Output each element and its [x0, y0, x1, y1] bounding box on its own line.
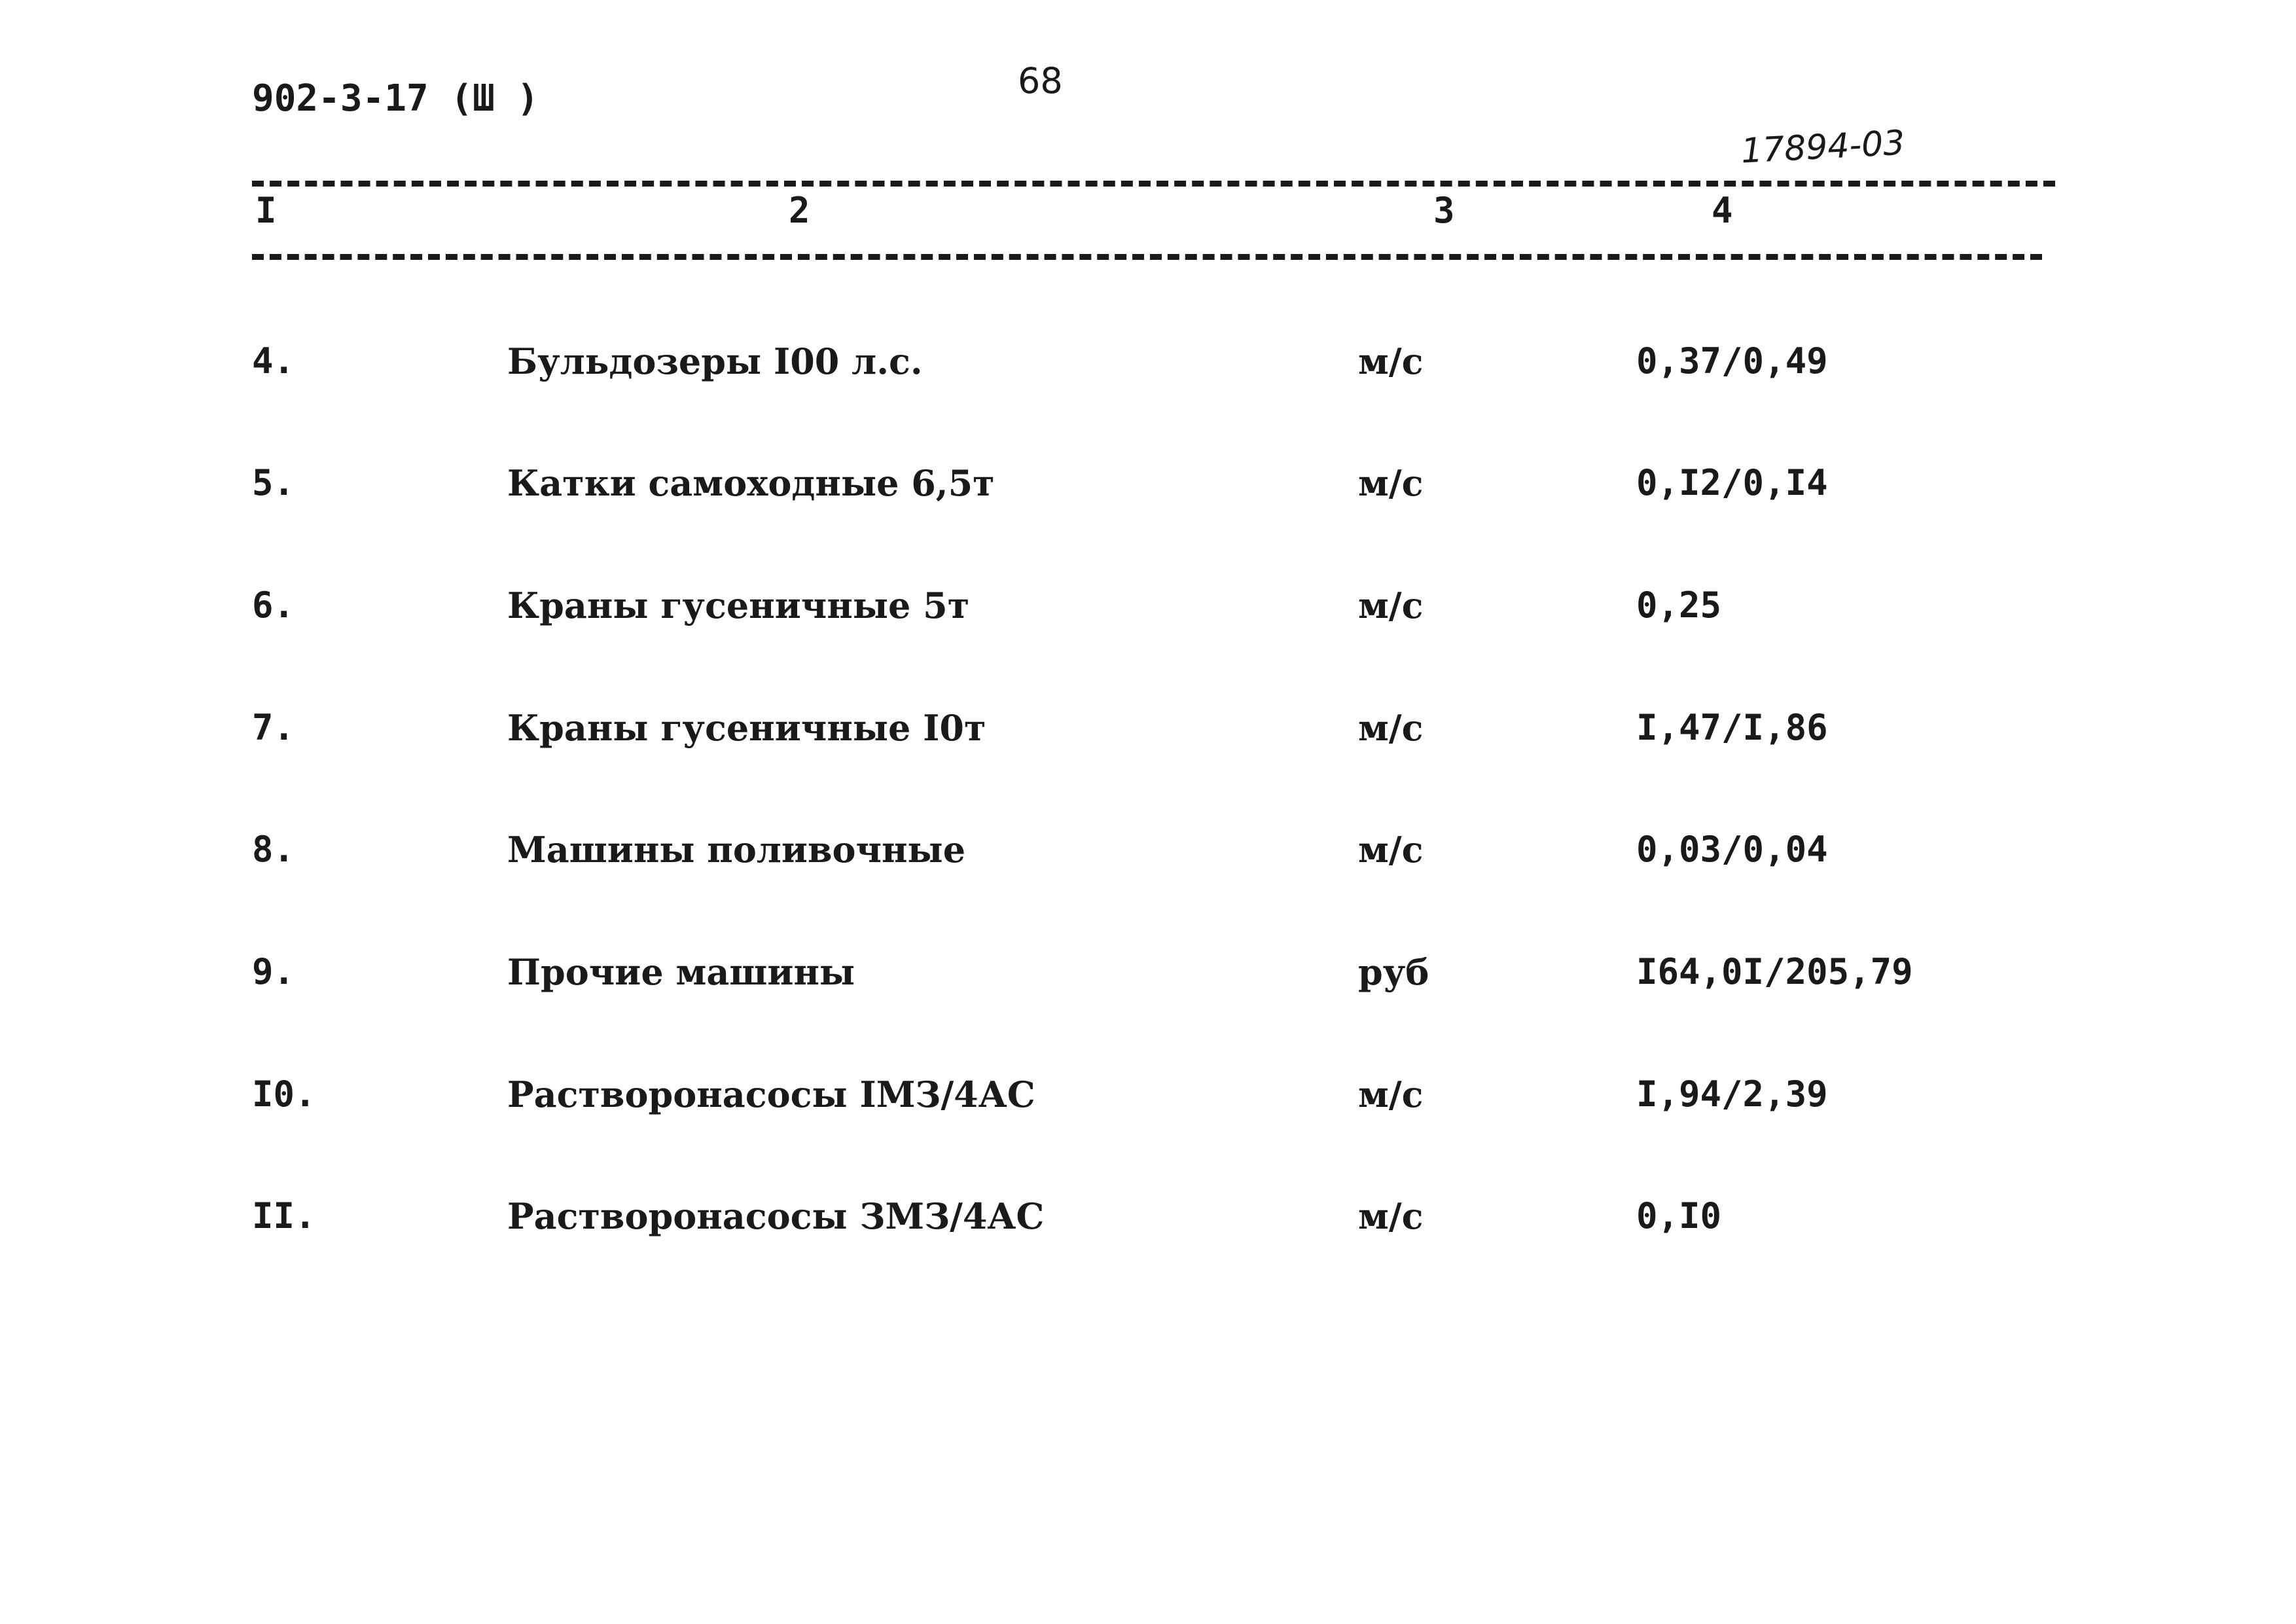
header-divider-top [252, 181, 2055, 187]
row-value: I,47/I,86 [1636, 707, 1828, 748]
header-divider-bottom [252, 254, 2042, 260]
page-number: 68 [1018, 60, 1063, 101]
table-row [0, 462, 2296, 508]
row-name: Прочие машины [507, 951, 855, 993]
row-unit: м/с [1358, 707, 1424, 749]
row-unit: м/с [1358, 585, 1424, 626]
row-unit: м/с [1358, 340, 1424, 382]
row-number: II. [252, 1195, 316, 1236]
row-unit: м/с [1358, 1195, 1424, 1237]
table-row [0, 951, 2296, 997]
row-number: 8. [252, 829, 295, 870]
row-name: Бульдозеры I00 л.с. [507, 340, 923, 382]
column-header-2: 2 [789, 190, 810, 231]
row-name: Растворонасосы IМЗ/4АС [507, 1074, 1035, 1115]
row-number: 5. [252, 462, 295, 503]
table-row [0, 829, 2296, 875]
row-unit: м/с [1358, 829, 1424, 871]
row-number: 4. [252, 340, 295, 382]
column-header-4: 4 [1712, 190, 1733, 231]
table-row [0, 707, 2296, 753]
row-value: 0,37/0,49 [1636, 340, 1828, 382]
row-unit: руб [1358, 951, 1429, 993]
table-row [0, 585, 2296, 630]
table-row [0, 1195, 2296, 1241]
row-value: 0,03/0,04 [1636, 829, 1828, 870]
document-code: 902-3-17 (Ш ) [252, 77, 539, 120]
row-unit: м/с [1358, 462, 1424, 504]
table-row [0, 1074, 2296, 1119]
row-value: I64,0I/205,79 [1636, 951, 1913, 992]
row-unit: м/с [1358, 1074, 1424, 1115]
row-value: 0,I2/0,I4 [1636, 462, 1828, 503]
row-name: Краны гусеничные I0т [507, 707, 986, 749]
row-value: 0,I0 [1636, 1195, 1722, 1236]
row-number: I0. [252, 1074, 316, 1115]
column-header-3: 3 [1433, 190, 1455, 231]
row-number: 6. [252, 585, 295, 626]
handwritten-note: 17894-03 [1740, 123, 1906, 171]
row-value: I,94/2,39 [1636, 1074, 1828, 1115]
row-name: Растворонасосы ЗМЗ/4АС [507, 1195, 1045, 1237]
table-row [0, 340, 2296, 386]
row-number: 7. [252, 707, 295, 748]
row-name: Машины поливочные [507, 829, 966, 871]
column-header-1: I [255, 190, 277, 231]
row-number: 9. [252, 951, 295, 992]
row-name: Катки самоходные 6,5т [507, 462, 995, 504]
row-name: Краны гусеничные 5т [507, 585, 970, 626]
row-value: 0,25 [1636, 585, 1722, 626]
